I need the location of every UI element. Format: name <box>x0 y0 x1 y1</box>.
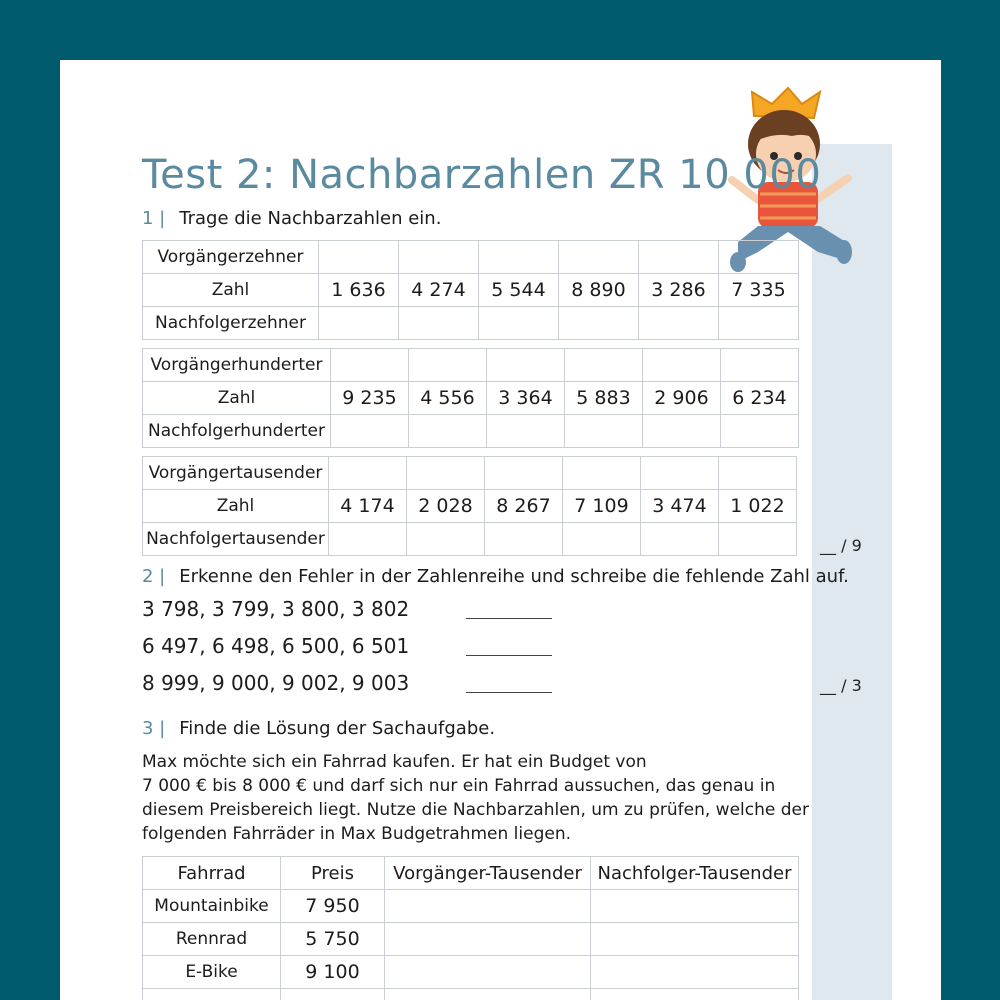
row-label: Vorgängerzehner <box>143 241 319 274</box>
answer-cell[interactable] <box>409 349 487 382</box>
number-cell: 7 335 <box>719 274 799 307</box>
bike-price: 5 750 <box>281 923 385 956</box>
table-row <box>143 241 799 274</box>
answer-cell[interactable] <box>563 523 641 556</box>
answer-cell[interactable] <box>485 457 563 490</box>
number-cell: 2 906 <box>643 382 721 415</box>
number-cell: 8 267 <box>485 490 563 523</box>
task-1-instruction <box>142 208 441 229</box>
table-row <box>143 457 797 490</box>
neighbor-table-thousands <box>142 456 797 556</box>
number-cell: 3 474 <box>641 490 719 523</box>
answer-cell[interactable] <box>399 241 479 274</box>
table-row <box>143 349 799 382</box>
number-cell: 4 174 <box>329 490 407 523</box>
answer-cell[interactable] <box>385 989 591 1000</box>
answer-cell[interactable] <box>407 457 485 490</box>
answer-cell[interactable] <box>639 241 719 274</box>
cut-off-cell <box>143 989 281 1000</box>
table-row <box>143 523 797 556</box>
row-label: Vorgängertausender <box>143 457 329 490</box>
number-cell: 4 274 <box>399 274 479 307</box>
text-line: 7 000 € bis 8 000 € und darf sich nur ein Fahrrad aussuchen, das genau in <box>142 776 776 796</box>
answer-cell[interactable] <box>329 523 407 556</box>
answer-cell[interactable] <box>385 890 591 923</box>
table-header-row <box>143 857 799 890</box>
column-header: Fahrrad <box>143 857 281 890</box>
bike-price-table <box>142 856 799 1000</box>
task-text: Trage die Nachbarzahlen ein. <box>179 208 442 229</box>
answer-cell[interactable] <box>407 523 485 556</box>
bike-name: Mountainbike <box>143 890 281 923</box>
answer-cell[interactable] <box>719 307 799 340</box>
row-label: Zahl <box>143 490 329 523</box>
text-line: diesem Preisbereich liegt. Nutze die Nachbarzahlen, um zu prüfen, welche der <box>142 800 809 820</box>
answer-cell[interactable] <box>385 956 591 989</box>
answer-cell[interactable] <box>479 241 559 274</box>
row-label: Zahl <box>143 382 331 415</box>
answer-cell[interactable] <box>329 457 407 490</box>
table-row <box>143 956 799 989</box>
bike-price: 9 100 <box>281 956 385 989</box>
number-cell: 7 109 <box>563 490 641 523</box>
task-number: 2 | <box>142 566 166 587</box>
column-header: Preis <box>281 857 385 890</box>
task-number: 1 | <box>142 208 166 229</box>
answer-cell[interactable] <box>643 349 721 382</box>
number-cell: 1 636 <box>319 274 399 307</box>
answer-cell[interactable] <box>409 415 487 448</box>
number-cell: 6 234 <box>721 382 799 415</box>
answer-cell[interactable] <box>331 415 409 448</box>
task-1-score: __ / 9 <box>820 536 862 555</box>
task-2-score: __ / 3 <box>820 676 862 695</box>
answer-cell[interactable] <box>563 457 641 490</box>
answer-cell[interactable] <box>643 415 721 448</box>
table-row <box>143 923 799 956</box>
answer-cell[interactable] <box>639 307 719 340</box>
answer-cell[interactable] <box>641 523 719 556</box>
answer-line[interactable] <box>466 618 552 619</box>
number-sequence: 8 999, 9 000, 9 002, 9 003 <box>142 671 410 695</box>
column-header: Vorgänger-Tausender <box>385 857 591 890</box>
bike-price: 7 950 <box>281 890 385 923</box>
column-header: Nachfolger-Tausender <box>591 857 799 890</box>
answer-cell[interactable] <box>719 457 797 490</box>
number-cell: 5 544 <box>479 274 559 307</box>
answer-line[interactable] <box>466 655 552 656</box>
task-text: Erkenne den Fehler in der Zahlenreihe und schreibe die fehlende Zahl auf. <box>179 566 849 587</box>
answer-cell[interactable] <box>565 415 643 448</box>
text-line: folgenden Fahrräder in Max Budgetrahmen liegen. <box>142 824 572 844</box>
number-cell: 3 364 <box>487 382 565 415</box>
answer-cell[interactable] <box>487 349 565 382</box>
word-problem-text <box>142 750 809 846</box>
bike-name: E-Bike <box>143 956 281 989</box>
neighbor-table-hundreds <box>142 348 799 448</box>
number-cell: 4 556 <box>409 382 487 415</box>
neighbor-table-tens <box>142 240 799 340</box>
row-label: Vorgängerhunderter <box>143 349 331 382</box>
number-cell: 1 022 <box>719 490 797 523</box>
table-row <box>143 890 799 923</box>
row-label: Nachfolgertausender <box>143 523 329 556</box>
table-row <box>143 307 799 340</box>
number-sequence: 3 798, 3 799, 3 800, 3 802 <box>142 597 410 621</box>
answer-cell[interactable] <box>721 415 799 448</box>
worksheet-page <box>60 60 941 1000</box>
row-label: Zahl <box>143 274 319 307</box>
number-cell: 3 286 <box>639 274 719 307</box>
task-2-instruction <box>142 566 849 587</box>
answer-cell[interactable] <box>721 349 799 382</box>
number-sequence: 6 497, 6 498, 6 500, 6 501 <box>142 634 410 658</box>
answer-cell[interactable] <box>385 923 591 956</box>
row-label: Nachfolgerzehner <box>143 307 319 340</box>
table-row <box>143 989 799 1000</box>
answer-cell[interactable] <box>399 307 479 340</box>
answer-cell[interactable] <box>319 241 399 274</box>
answer-cell[interactable] <box>591 956 799 989</box>
number-cell: 5 883 <box>565 382 643 415</box>
answer-cell[interactable] <box>559 241 639 274</box>
answer-cell[interactable] <box>487 415 565 448</box>
row-label: Nachfolgerhunderter <box>143 415 331 448</box>
task-number: 3 | <box>142 718 166 739</box>
number-cell: 2 028 <box>407 490 485 523</box>
page-title: Test 2: Nachbarzahlen ZR 10 000 <box>142 152 822 198</box>
number-cell: 9 235 <box>331 382 409 415</box>
cut-off-cell <box>281 989 385 1000</box>
answer-cell[interactable] <box>479 307 559 340</box>
bike-name: Rennrad <box>143 923 281 956</box>
answer-cell[interactable] <box>331 349 409 382</box>
answer-cell[interactable] <box>319 307 399 340</box>
answer-cell[interactable] <box>485 523 563 556</box>
answer-cell[interactable] <box>641 457 719 490</box>
table-row <box>143 274 799 307</box>
task-3-instruction <box>142 718 495 739</box>
answer-cell[interactable] <box>719 241 799 274</box>
task-text: Finde die Lösung der Sachaufgabe. <box>179 718 496 739</box>
answer-cell[interactable] <box>565 349 643 382</box>
answer-cell[interactable] <box>591 989 799 1000</box>
answer-line[interactable] <box>466 692 552 693</box>
text-line: Max möchte sich ein Fahrrad kaufen. Er hat ein Budget von <box>142 752 647 772</box>
answer-cell[interactable] <box>591 890 799 923</box>
table-row <box>143 382 799 415</box>
table-row <box>143 415 799 448</box>
answer-cell[interactable] <box>591 923 799 956</box>
answer-cell[interactable] <box>719 523 797 556</box>
number-cell: 8 890 <box>559 274 639 307</box>
table-row <box>143 490 797 523</box>
answer-cell[interactable] <box>559 307 639 340</box>
